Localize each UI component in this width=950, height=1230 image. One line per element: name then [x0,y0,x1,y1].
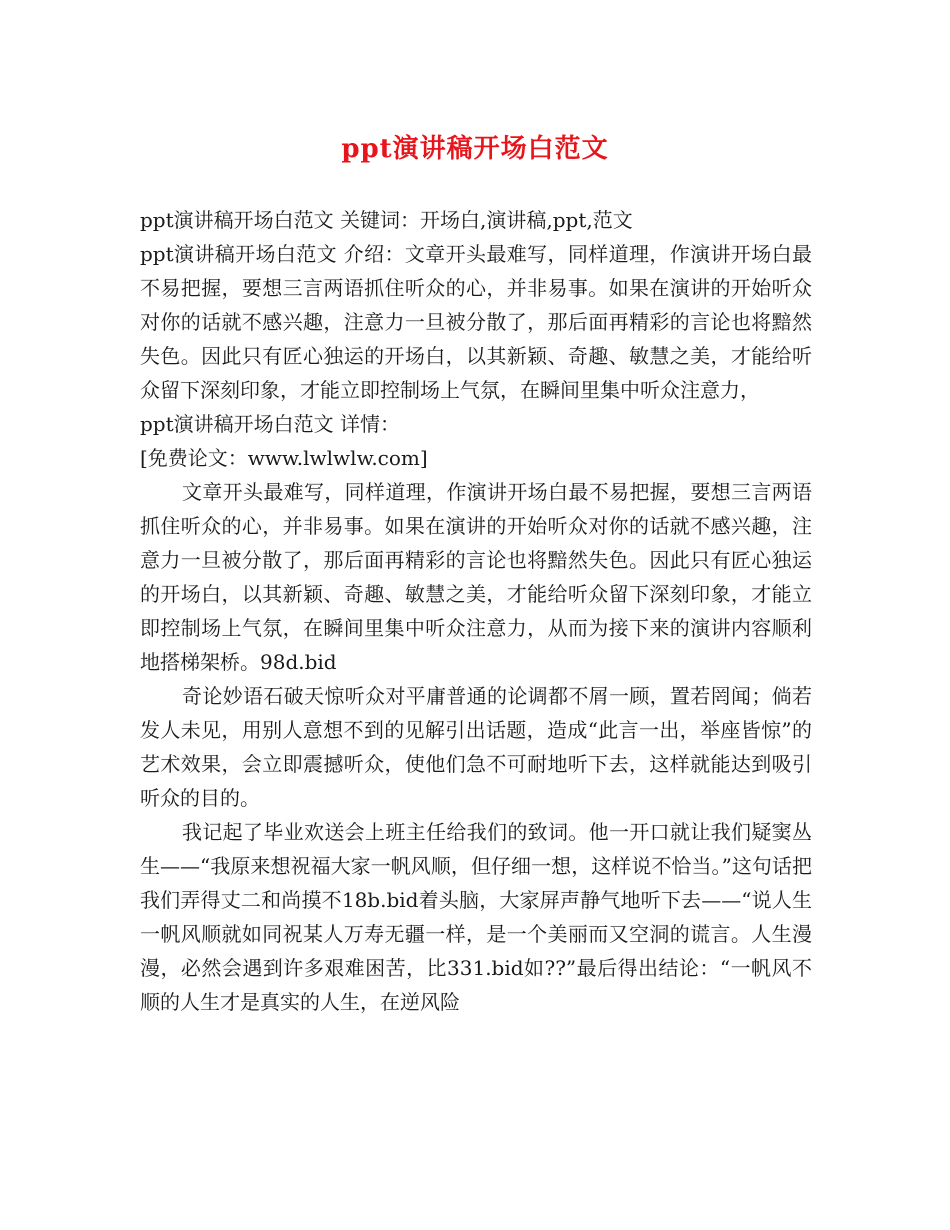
body-paragraph: 奇论妙语石破天惊听众对平庸普通的论调都不屑一顾，置若罔闻；倘若发人未见，用别人意想不到的见解引出话题，造成“此言一出，举座皆惊”的艺术效果，会立即震撼听众，使他们急不可耐地听下去，这样就能达到吸引听众的目的。 [140,684,812,810]
document-title: ppt演讲稿开场白范文 [341,134,609,164]
intro-paragraph: ppt演讲稿开场白范文 介绍：文章开头最难写，同样道理，作演讲开场白最不易把握，要想三言两语抓住听众的心，并非易事。如果在演讲的开始听众对你的话就不感兴趣，注意力一旦被分散了，那后面再精彩的言论也将黯然失色。因此只有匠心独运的开场白，以其新颖、奇趣、敏慧之美，才能给听众留下深刻印象，才能立即控制场上气氛，在瞬间里集中听众注意力， [140,242,812,402]
details-line: ppt演讲稿开场白范文 详情： [140,412,400,436]
document-body [140,203,812,1019]
source-line: [免费论文：www.lwlwlw.com] [140,446,428,470]
keywords-line: ppt演讲稿开场白范文 关键词：开场白,演讲稿,ppt,范文 [140,208,633,232]
body-paragraph: 文章开头最难写，同样道理，作演讲开场白最不易把握，要想三言两语抓住听众的心，并非易事。如果在演讲的开始听众对你的话就不感兴趣，注意力一旦被分散了，那后面再精彩的言论也将黯然失色。因此只有匠心独运的开场白，以其新颖、奇趣、敏慧之美，才能给听众留下深刻印象，才能立即控制场上气氛，在瞬间里集中听众注意力，从而为接下来的演讲内容顺利地搭梯架桥。98d.bid [140,480,812,674]
body-paragraph: 我记起了毕业欢送会上班主任给我们的致词。他一开口就让我们疑窦丛生——“我原来想祝福大家一帆风顺，但仔细一想，这样说不恰当。”这句话把我们弄得丈二和尚摸不18b.bid着头脑，大家屏声静气地听下去——“说人生一帆风顺就如同祝某人万寿无疆一样，是一个美丽而又空洞的谎言。人生漫漫，必然会遇到许多艰难困苦，比331.bid如??”最后得出结论：“一帆风不顺的人生才是真实的人生，在逆风险 [140,820,812,1014]
